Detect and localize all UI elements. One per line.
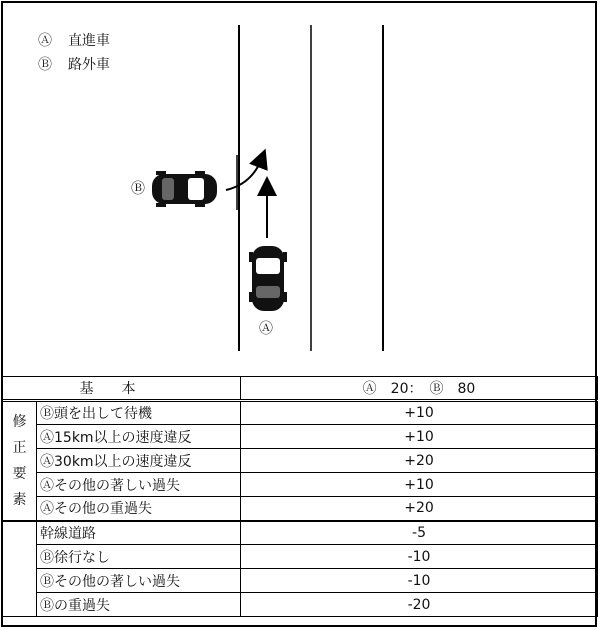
car-b-icon — [152, 171, 217, 207]
table-row — [3, 593, 598, 617]
row-label: Ⓐ30km以上の速度違反 — [37, 449, 241, 473]
row-label: Ⓐその他の著しい過失 — [37, 473, 241, 497]
legend-text-b: 路外車 — [68, 57, 110, 73]
legend-mark-b: Ⓑ — [38, 57, 52, 73]
table-header-row — [3, 377, 598, 401]
table-row — [3, 497, 598, 521]
car-b-path-arrow — [226, 158, 262, 190]
row-value: -10 — [241, 569, 598, 593]
table-row — [3, 473, 598, 497]
table-row — [3, 569, 598, 593]
table-row — [3, 425, 598, 449]
row-label: Ⓑ徐行なし — [37, 545, 241, 569]
header-ratio: Ⓐ 20： Ⓑ 80 — [241, 377, 598, 401]
row-label: Ⓐその他の重過失 — [37, 497, 241, 521]
side-spacer — [3, 521, 37, 617]
row-label: Ⓑ頭を出して待機 — [37, 401, 241, 425]
row-value: +10 — [241, 473, 598, 497]
legend-text-a: 直進車 — [68, 33, 110, 49]
table-row — [3, 449, 598, 473]
row-label: Ⓐ15km以上の速度違反 — [37, 425, 241, 449]
table-row — [3, 521, 598, 545]
car-a-icon — [249, 246, 287, 311]
row-label: Ⓑその他の著しい過失 — [37, 569, 241, 593]
side-label: 修 正 要 素 — [3, 401, 37, 521]
header-basic: 基本 — [3, 377, 241, 401]
legend-mark-a: Ⓐ — [38, 33, 52, 49]
table-row — [3, 401, 598, 425]
row-value: -10 — [241, 545, 598, 569]
row-value: -20 — [241, 593, 598, 617]
row-value: +10 — [241, 425, 598, 449]
row-value: -5 — [241, 521, 598, 545]
row-label: 幹線道路 — [37, 521, 241, 545]
row-label: Ⓑの重過失 — [37, 593, 241, 617]
car-a-label: Ⓐ — [259, 321, 273, 337]
table-row — [3, 545, 598, 569]
fault-ratio-table — [2, 376, 598, 617]
row-value: +10 — [241, 401, 598, 425]
row-value: +20 — [241, 449, 598, 473]
row-value: +20 — [241, 497, 598, 521]
car-b-label: Ⓑ — [131, 181, 145, 197]
